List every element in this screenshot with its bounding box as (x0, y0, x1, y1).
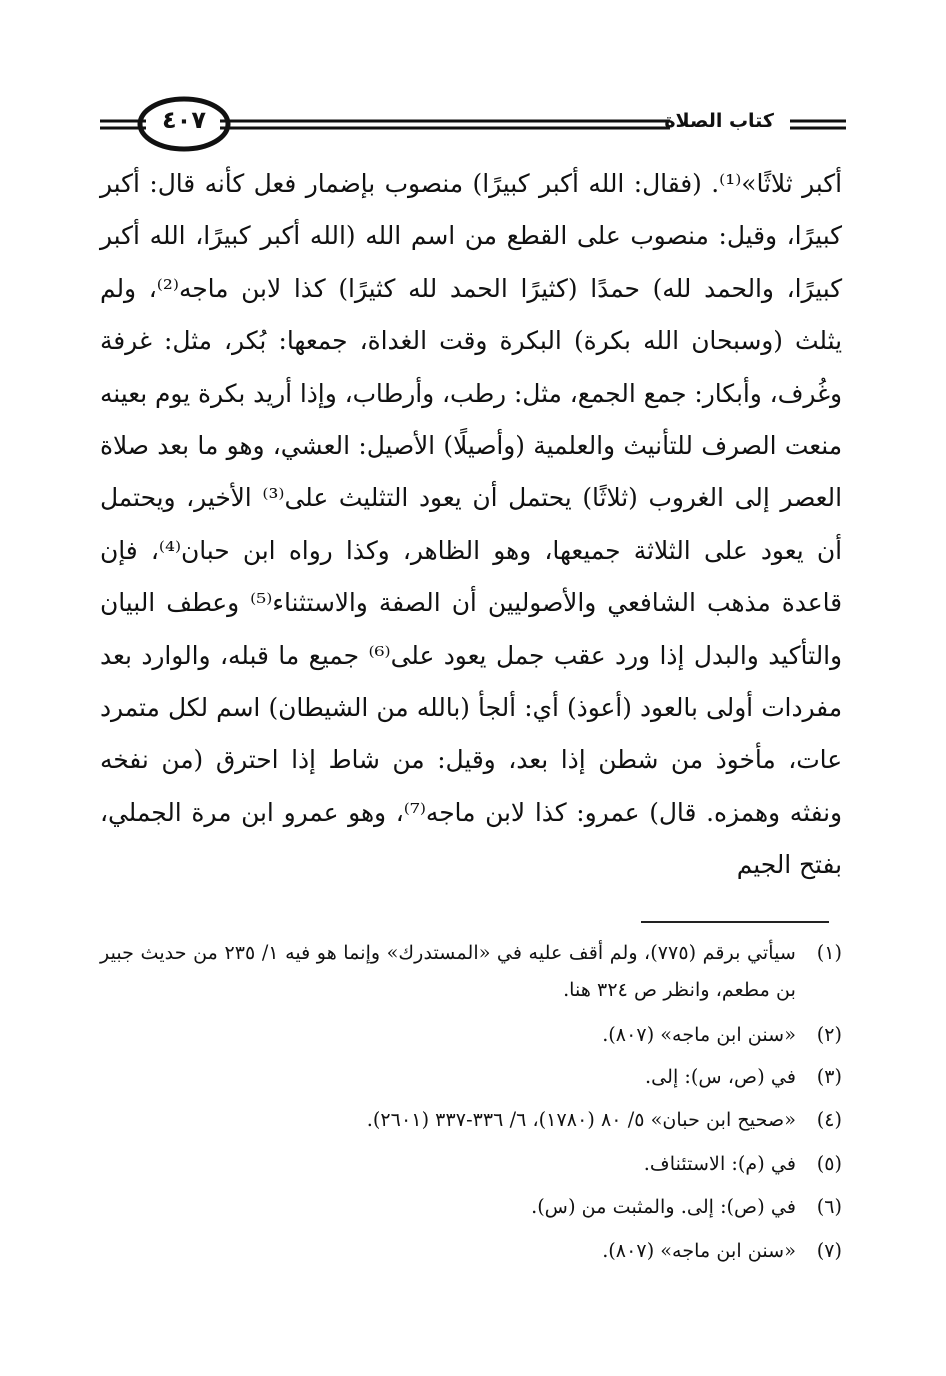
running-header (100, 88, 846, 168)
main-text (100, 158, 842, 892)
footnote-number: (٢) (816, 1023, 842, 1046)
footnote-number: (٦) (816, 1195, 842, 1218)
footnote (100, 1232, 842, 1274)
footnote-text: في (ص، س): إلى. (645, 1065, 796, 1088)
footnote-number: (٥) (816, 1152, 842, 1175)
footnote-text: سيأتي برقم (٧٧٥)، ولم أقف عليه في «المستدرك» وإنما هو فيه ١/ ٢٣٥ من حديث جبير بن مطعم، وانظر ص ٣٢٤ هنا. (100, 941, 796, 1001)
footnote-text: «سنن ابن ماجه» (٨٠٧). (602, 1023, 796, 1046)
footnote (100, 1101, 842, 1145)
footnote-number: (١) (816, 941, 842, 964)
chapter-title: كتاب الصلاة (664, 110, 774, 132)
main-paragraph: أكبر ثلاثًا»⁽¹⁾. (فقال: الله أكبر كبيرًا) منصوب بإضمار فعل كأنه قال: أكبر كبيرًا، وقيل: منصوب على القطع من اسم الله (الله أكبر كبيرًا، الله أكبر كبيرًا، والحمد لله) حمدًا (كثيرًا الحمد لله كثيرًا) كذا لابن ماجه⁽²⁾، ولم يثلث (وسبحان الله بكرة) البكرة وقت الغداة، جمعها: بُكر، مثل: غرفة وغُرف، وأبكار: جمع الجمع، مثل: رطب، وأرطاب، وإذا أريد بكرة يوم بعينه منعت الصرف للتأنيث والعلمية (وأصيلًا) الأصيل: العشي، وهو ما بعد صلاة العصر إلى الغروب (ثلاثًا) يحتمل أن يعود التثليث على⁽³⁾ الأخير، ويحتمل أن يعود على الثلاثة جميعها، وهو الظاهر، وكذا رواه ابن حبان⁽⁴⁾، فإن قاعدة مذهب الشافعي والأصوليين أن الصفة والاستثناء⁽⁵⁾ وعطف البيان والتأكيد والبدل إذا ورد عقب جمل يعود على⁽⁶⁾ جميع ما قبله، والوارد بعد مفردات أولى بالعود (أعوذ) أي: ألجأ (بالله من الشيطان) اسم لكل متمرد عات، مأخوذ من شطن إذا بعد، وقيل: من شاط إذا احترق (من نفخه ونفثه وهمزه. قال) عمرو: كذا لابن ماجه⁽⁷⁾، وهو عمرو ابن مرة الجملي، بفتح الجيم (100, 169, 843, 880)
footnote-text: «صحيح ابن حبان» ٥/ ٨٠ (١٧٨٠)، ٦/ ٣٣٦-٣٣٧ (٢٦٠١). (366, 1108, 796, 1131)
footnote-number: (٤) (816, 1108, 842, 1131)
footnote-text: في (م): الاستئناف. (643, 1152, 796, 1175)
footnote (100, 1058, 842, 1101)
page-number: ٤٠٧ (162, 106, 206, 134)
footnote (100, 1016, 842, 1058)
footnote-text: «سنن ابن ماجه» (٨٠٧). (602, 1239, 796, 1262)
footnote (100, 1188, 842, 1232)
footnote (100, 1145, 842, 1188)
footnote-number: (٧) (816, 1239, 842, 1262)
footnote-separator (641, 921, 829, 923)
footnote (100, 934, 842, 1016)
footnotes (100, 934, 842, 1274)
footnote-text: في (ص): إلى. والمثبت من (س). (531, 1195, 796, 1218)
footnote-number: (٣) (816, 1065, 842, 1088)
